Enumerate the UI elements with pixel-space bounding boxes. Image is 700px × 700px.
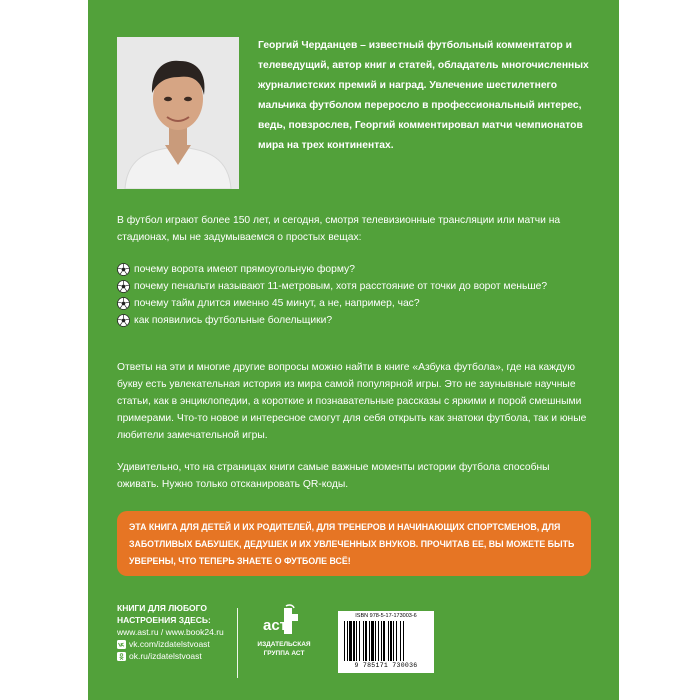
barcode-stripe <box>383 621 385 661</box>
football-icon <box>117 297 130 310</box>
audience-banner <box>117 511 591 576</box>
barcode-stripe <box>353 621 355 661</box>
barcode-stripe <box>388 621 389 661</box>
barcode-stripe <box>356 621 357 661</box>
vk-link[interactable]: vk.com/izdatelstvoast <box>129 639 210 649</box>
question-text: почему ворота имеют прямоугольную форму? <box>134 264 355 275</box>
barcode-stripe <box>363 621 364 661</box>
footer-divider <box>237 608 238 678</box>
barcode-stripe <box>369 621 370 661</box>
question-text: как появились футбольные болельщики? <box>134 315 333 326</box>
banner-text: ЭТА КНИГА ДЛЯ ДЕТЕЙ И ИХ РОДИТЕЛЕЙ, ДЛЯ ТРЕНЕРОВ И НАЧИНАЮЩИХ СПОРТСМЕНОВ, ДЛЯ ЗАБОТЛИВЫХ БАБУШЕК, ДЕДУШЕК И ИХ УВЛЕЧЕННЫХ ВНУКОВ. ПРОЧИТАВ ЕЕ, ВЫ МОЖЕТЕ БЫТЬ УВЕРЕНЫ, ЧТО ТЕПЕРЬ ЗНАЕТЕ О ФУТБОЛЕ ВСЁ! <box>129 522 575 566</box>
barcode-stripe <box>390 621 392 661</box>
isbn-text: ISBN 978-5-17-173003-6 <box>355 613 417 619</box>
barcode-bars <box>344 621 428 661</box>
vk-icon <box>117 640 126 649</box>
barcode-stripe <box>375 621 376 661</box>
logo-text: аст <box>263 617 288 634</box>
question-text: почему тайм длится именно 45 минут, а не, например, час? <box>134 298 420 309</box>
ok-link-row[interactable] <box>117 650 232 662</box>
ast-logo <box>262 604 306 638</box>
barcode-stripe <box>365 621 367 661</box>
barcode-stripe <box>393 621 394 661</box>
football-icon <box>117 314 130 327</box>
barcode-stripe <box>371 621 374 661</box>
barcode-stripe <box>396 621 397 661</box>
list-item <box>117 261 591 278</box>
barcode-number: 9 785171 730036 <box>354 662 418 669</box>
ok-link[interactable]: ok.ru/izdatelstvoast <box>129 651 202 661</box>
vk-link-row[interactable] <box>117 638 232 650</box>
author-photo <box>117 37 239 189</box>
qr-paragraph: Удивительно, что на страницах книги самые важные моменты истории футбола способны оживать. Нужно только отсканировать QR-коды. <box>117 462 550 490</box>
author-bio: Георгий Черданцев – известный футбольный комментатор и телеведущий, автор книг и статей, обладатель многочисленных журналистских премий и наград. Увлечение шестилетнего мальчика футболом переросло в профессиональный интерес, ведь, повзрослев, Георгий комментировал матчи чемпионатов мира на трех континентах. <box>258 40 589 151</box>
publisher-caption-line2: ГРУППА АСТ <box>263 650 305 657</box>
question-list <box>117 261 591 329</box>
barcode-stripe <box>347 621 348 661</box>
intro-paragraph: В футбол играют более 150 лет, и сегодня, смотря телевизионные трансляции или матчи на стадионах, мы не задумываемся о простых вещах: <box>117 215 561 243</box>
barcode-stripe <box>344 621 345 661</box>
barcode-stripe <box>349 621 352 661</box>
publisher-caption <box>246 640 322 658</box>
barcode-stripe <box>381 621 382 661</box>
football-icon <box>117 280 130 293</box>
footer-title-line2: НАСТРОЕНИЯ ЗДЕСЬ: <box>117 615 211 625</box>
barcode-stripe <box>378 621 379 661</box>
publisher-caption-line1: ИЗДАТЕЛЬСКАЯ <box>257 641 311 648</box>
barcode-stripe <box>400 621 401 661</box>
football-icon <box>117 263 130 276</box>
publisher-links <box>117 602 232 662</box>
barcode <box>338 611 434 673</box>
barcode-stripe <box>403 621 404 661</box>
footer-title-line1: КНИГИ ДЛЯ ЛЮБОГО <box>117 603 207 613</box>
website-link[interactable]: www.ast.ru / www.book24.ru <box>117 627 224 637</box>
list-item <box>117 278 591 295</box>
barcode-stripe <box>359 621 360 661</box>
list-item <box>117 312 591 329</box>
description-paragraph: Ответы на эти и многие другие вопросы можно найти в книге «Азбука футбола», где на каждую букву есть увлекательная история из мира самой популярной игры. Это не заунывные научные статьи, как в энциклопедии, а короткие и познавательные рассказы с яркими и порой смешными примерами. Что-то новое и интересное смогут для себя открыть как знатоки футбола, так и юные любители замечательной игры. <box>117 362 587 441</box>
list-item <box>117 295 591 312</box>
question-text: почему пенальти называют 11-метровым, хотя расстояние от точки до ворот меньше? <box>134 281 548 292</box>
ok-icon <box>117 652 126 661</box>
